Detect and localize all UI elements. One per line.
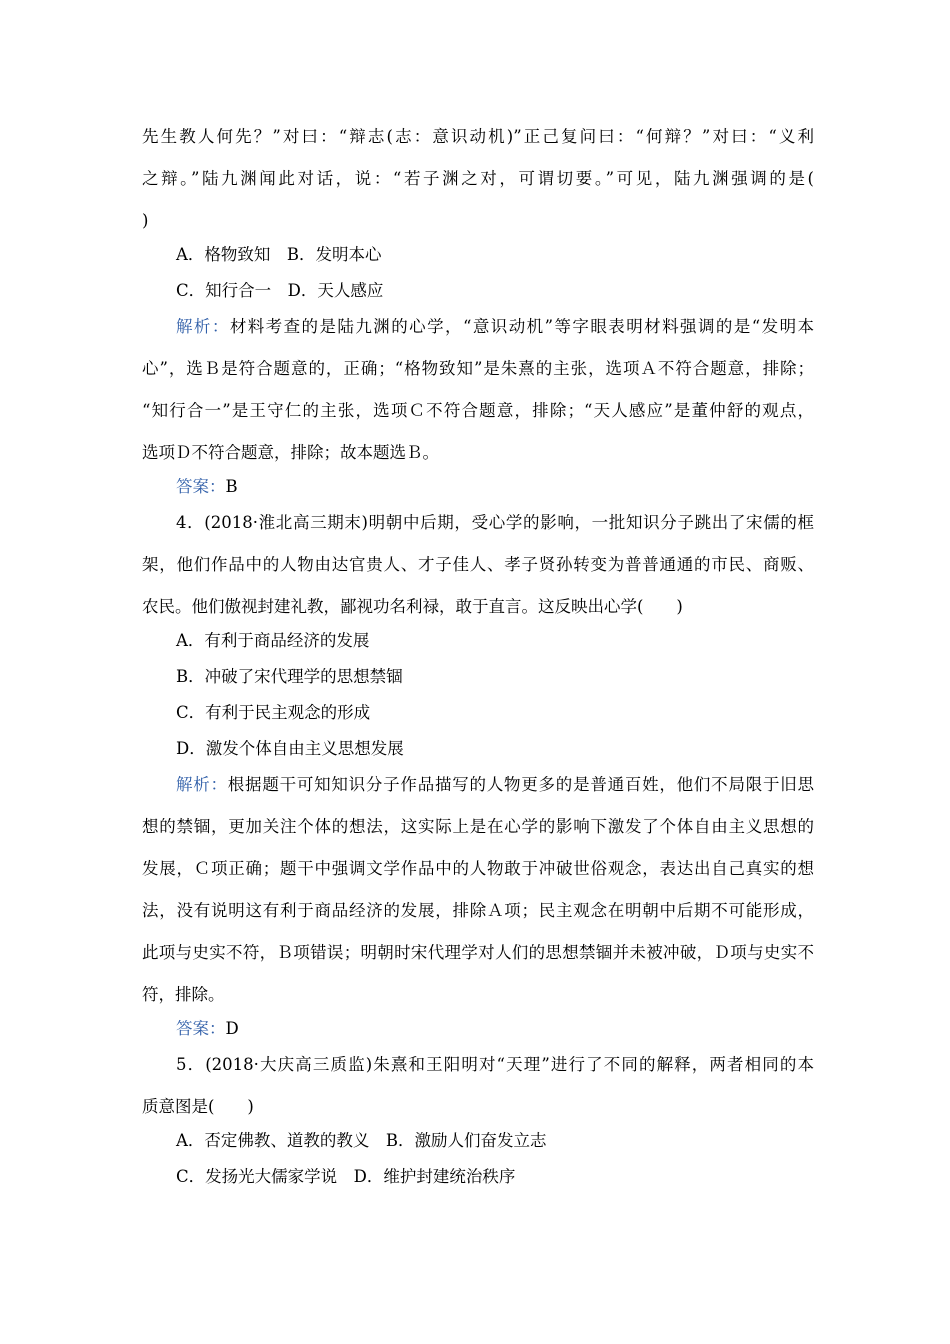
q4-analysis-line-2: 想的禁锢，更加关注个体的想法，这实际上是在心学的影响下激发了个体自由主义思想的 — [142, 817, 814, 836]
q3-stem-line-3: ) — [142, 211, 149, 230]
q3-analysis-line-4: 选项Ｄ不符合题意，排除；故本题选Ｂ。 — [142, 443, 439, 462]
q4-answer — [176, 1017, 848, 1041]
q4-stem-line-2: 架，他们作品中的人物由达官贵人、才子佳人、孝子贤孙转变为普普通通的市民、商贩、 — [142, 555, 814, 574]
q4-analysis-line-5: 此项与史实不符，Ｂ项错误；明朝时宋代理学对人们的思想禁锢并未被冲破，Ｄ项与史实不 — [142, 943, 814, 962]
q3-stem-line-1: 先生教人何先？”对曰：“辩志(志：意识动机)”正己复问曰：“何辩？”对曰：“义利 — [142, 127, 814, 146]
q4-analysis-line-6: 符，排除。 — [142, 985, 225, 1004]
answer-label: 答案： — [176, 477, 226, 496]
q4-analysis-line-3: 发展，Ｃ项正确；题干中强调文学作品中的人物敢于冲破世俗观念，表达出自己真实的想 — [142, 859, 814, 878]
q4-analysis-line-4: 法，没有说明这有利于商品经济的发展，排除Ａ项；民主观念在明朝中后期不可能形成， — [142, 901, 814, 920]
q4-option-a: A．有利于商品经济的发展 — [176, 631, 370, 650]
q3-options-line-2: C．知行合一 D．天人感应 — [176, 281, 384, 300]
q5-stem-line-2: 质意图是( ) — [142, 1097, 254, 1116]
q4-option-d: D．激发个体自由主义思想发展 — [176, 739, 404, 758]
analysis-label: 解析： — [176, 317, 230, 336]
q3-options-line-1: A．格物致知 B．发明本心 — [176, 245, 382, 264]
answer-label: 答案： — [176, 1019, 226, 1038]
q4-analysis-line-1 — [176, 773, 814, 797]
q4-stem-line-3: 农民。他们傲视封建礼教，鄙视功名利禄，敢于直言。这反映出心学( ) — [142, 597, 683, 616]
q5-stem-line-1: 5．(2018·大庆高三质监)朱熹和王阳明对“天理”进行了不同的解释，两者相同的本 — [176, 1055, 814, 1074]
q5-options-line-1: A．否定佛教、道教的教义 B．激励人们奋发立志 — [176, 1131, 547, 1150]
q3-answer — [176, 475, 848, 499]
q3-stem-line-2: 之辩。”陆九渊闻此对话，说：“若子渊之对，可谓切要。”可见，陆九渊强调的是( — [142, 169, 814, 188]
q3-analysis-line-1 — [176, 315, 814, 339]
q3-analysis-text: 材料考查的是陆九渊的心学，“意识动机”等字眼表明材料强调的是“发明本 — [229, 317, 814, 336]
q4-option-b: B．冲破了宋代理学的思想禁锢 — [176, 667, 403, 686]
q4-option-c: C．有利于民主观念的形成 — [176, 703, 371, 722]
analysis-label: 解析： — [176, 775, 228, 794]
q4-analysis-text: 根据题干可知知识分子作品描写的人物更多的是普通百姓，他们不局限于旧思 — [227, 775, 815, 794]
answer-value: B — [225, 477, 238, 496]
q5-options-line-2: C．发扬光大儒家学说 D．维护封建统治秩序 — [176, 1167, 516, 1186]
answer-value: D — [225, 1019, 239, 1038]
q3-analysis-line-3: “知行合一”是王守仁的主张，选项Ｃ不符合题意，排除；“天人感应”是董仲舒的观点， — [142, 401, 814, 420]
q3-analysis-line-2: 心”，选Ｂ是符合题意的，正确；“格物致知”是朱熹的主张，选项Ａ不符合题意，排除； — [142, 359, 814, 378]
q4-stem-line-1: 4．(2018·淮北高三期末)明朝中后期，受心学的影响，一批知识分子跳出了宋儒的框 — [176, 513, 814, 532]
